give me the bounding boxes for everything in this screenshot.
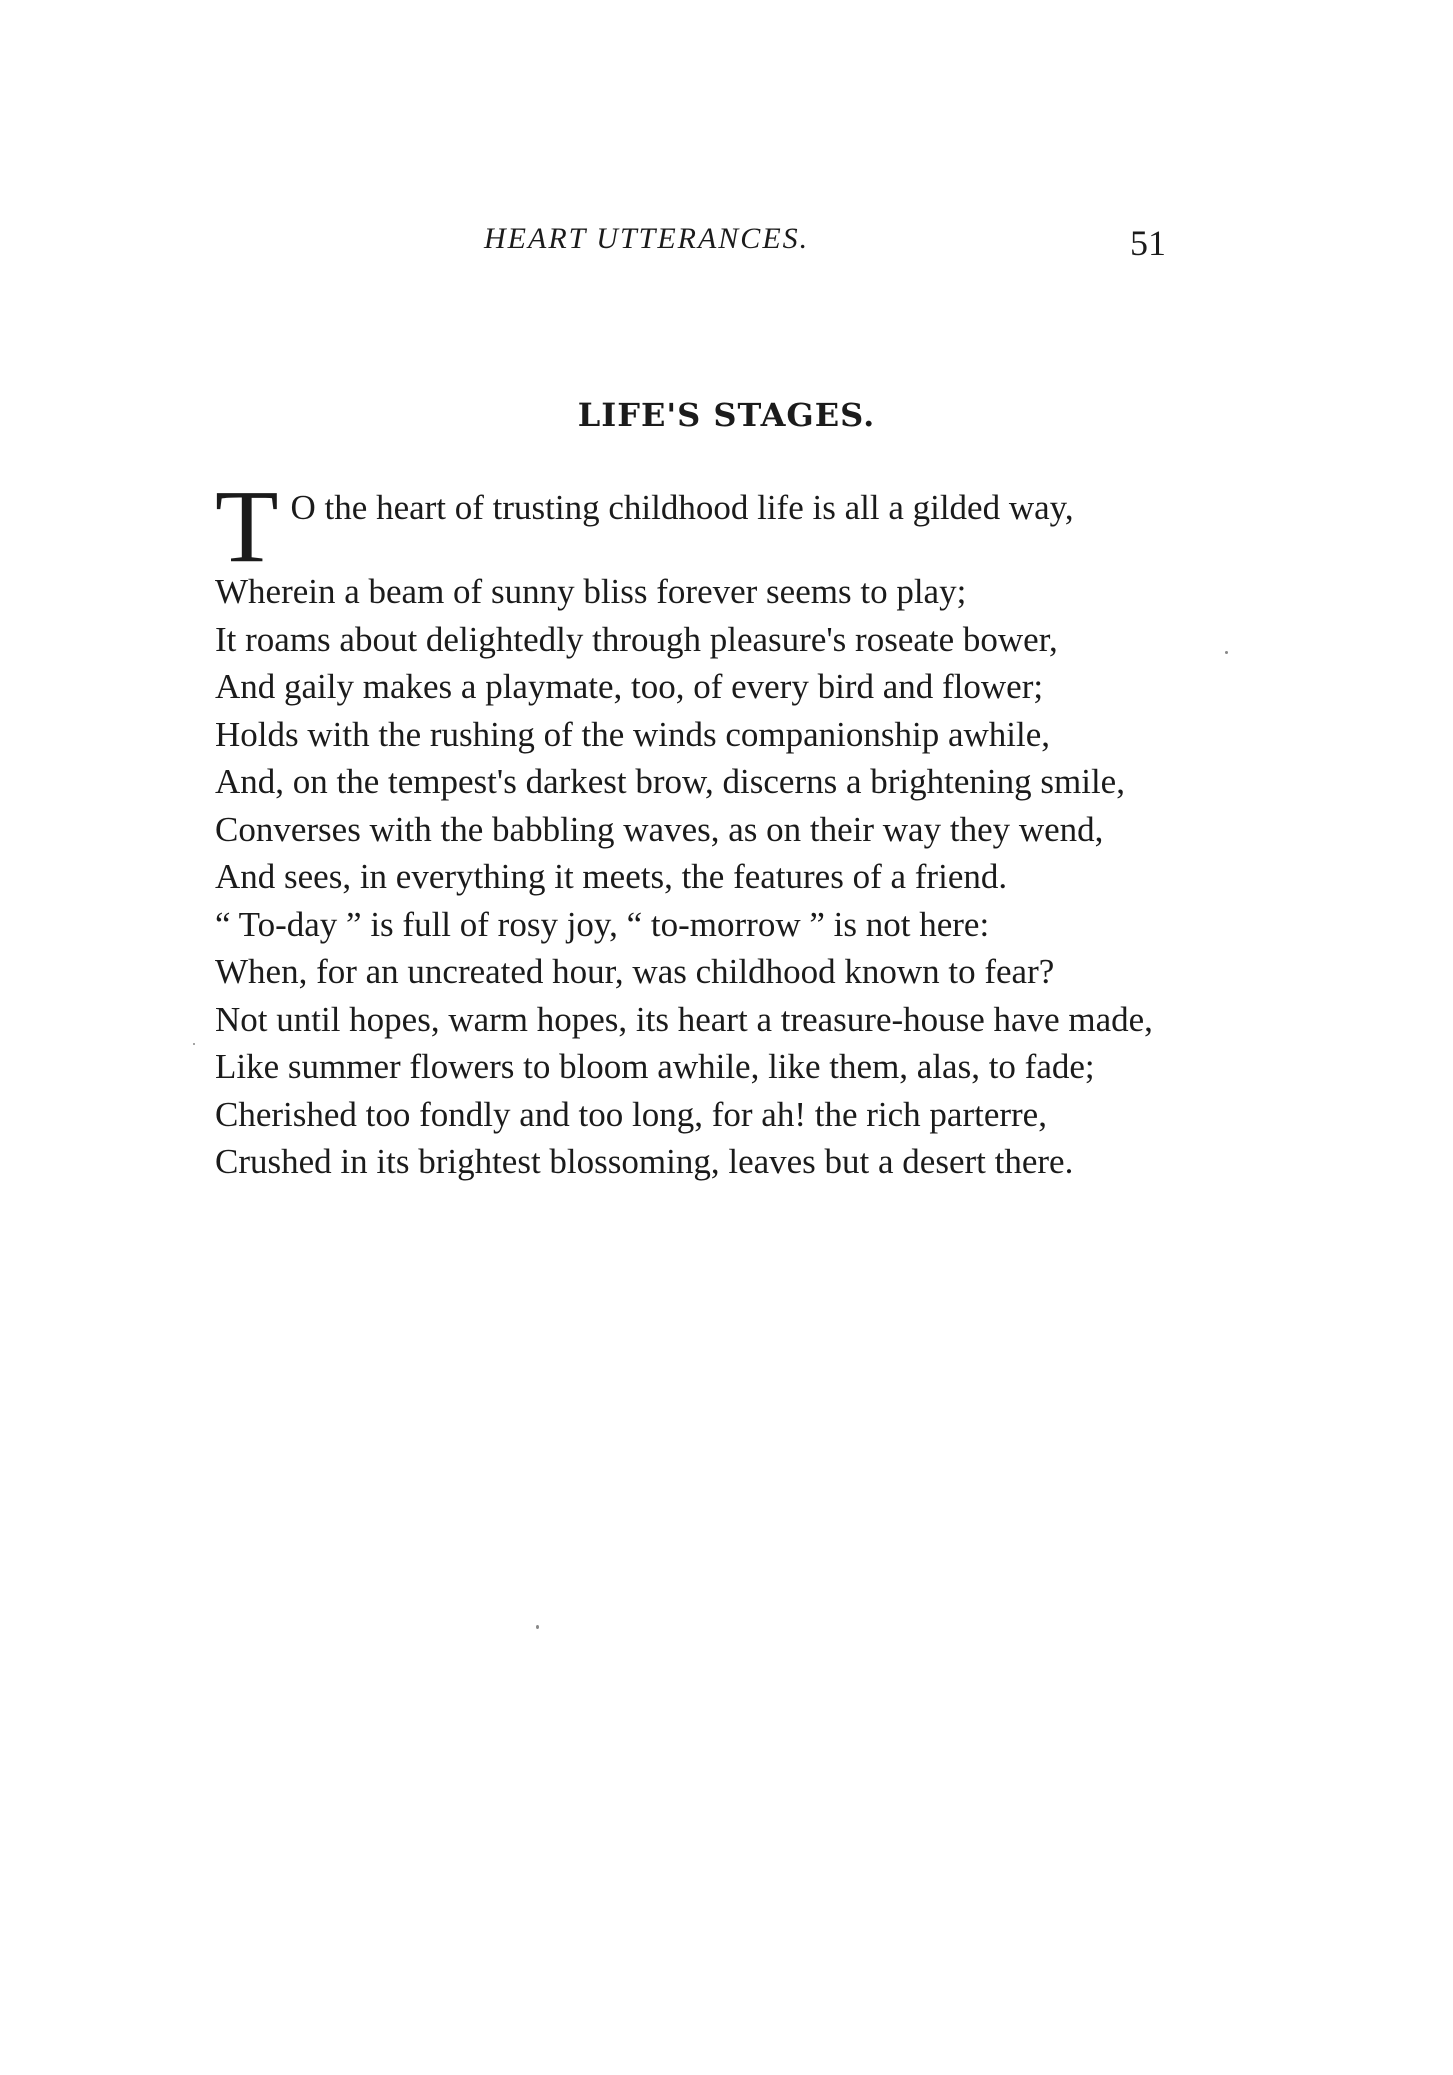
running-head: HEART UTTERANCES.: [484, 222, 810, 255]
poem-body: [215, 469, 1175, 1186]
poem-line: “ To-day ” is full of rosy joy, “ to-morrow ” is not here:: [215, 904, 990, 944]
paper-speck: [193, 1043, 195, 1045]
poem-title: LIFE'S STAGES.: [577, 396, 876, 434]
poem-line: And sees, in everything it meets, the features of a friend.: [215, 857, 1008, 896]
paper-speck: [1225, 651, 1228, 654]
drop-cap: T: [215, 469, 279, 584]
poem-line-1-text: O the heart of trusting childhood life is all a gilded way,: [290, 488, 1074, 527]
poem-line: And, on the tempest's darkest brow, discerns a brightening smile,: [215, 762, 1125, 801]
paper-speck: [536, 1625, 539, 1629]
poem-line: Not until hopes, warm hopes, its heart a treasure-house have made,: [215, 999, 1153, 1039]
poem-line: And gaily makes a playmate, too, of every bird and flower;: [215, 667, 1044, 706]
poem-line: When, for an uncreated hour, was childhood known to fear?: [215, 952, 1055, 991]
poem-line: It roams about delightedly through pleasure's roseate bower,: [215, 619, 1058, 659]
page-number: 51: [1130, 223, 1166, 263]
poem-line-1: [215, 469, 1175, 584]
poem-line: Cherished too fondly and too long, for ah! the rich parterre,: [215, 1094, 1047, 1134]
poem-line: Wherein a beam of sunny bliss forever seems to play;: [215, 572, 967, 611]
poem-line: Crushed in its brightest blossoming, leaves but a desert there.: [215, 1142, 1074, 1181]
poem-line: Holds with the rushing of the winds companionship awhile,: [215, 714, 1051, 754]
poem-line: Converses with the babbling waves, as on their way they wend,: [215, 809, 1104, 849]
poem-line: Like summer flowers to bloom awhile, like them, alas, to fade;: [215, 1047, 1095, 1086]
